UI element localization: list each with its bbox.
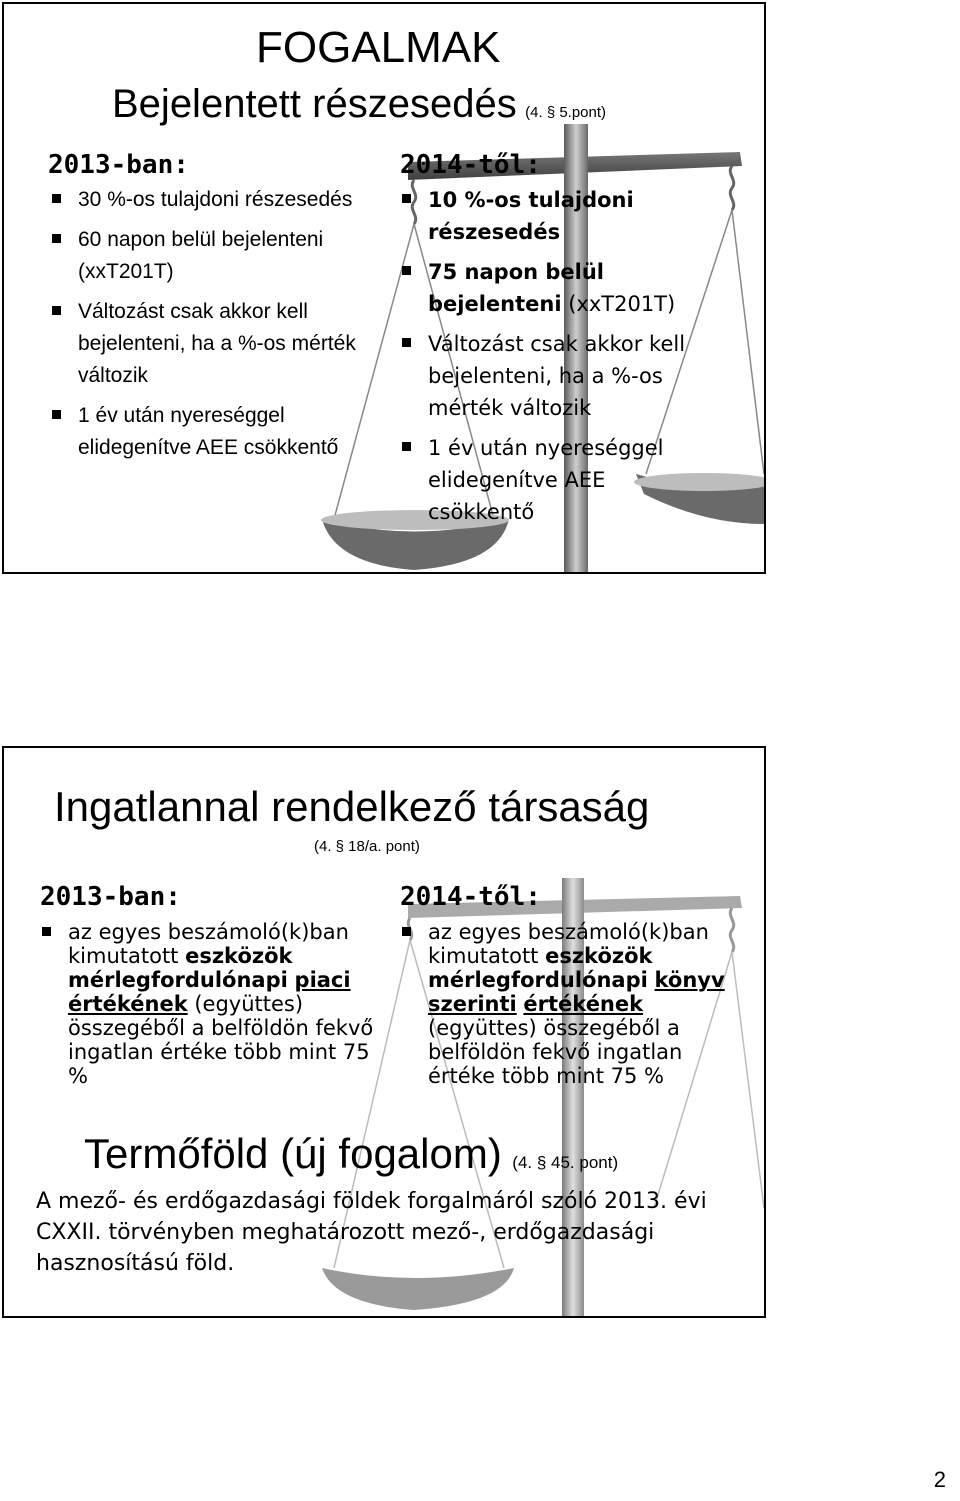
list-item: Változást csak akkor kell bejelenteni, ha a %-os mérték változik: [398, 328, 718, 424]
list-item: 75 napon belül bejelenteni (xxT201T): [398, 256, 718, 320]
square-bullet-icon: [402, 927, 411, 936]
list-item: 30 %-os tulajdoni részesedés: [48, 184, 368, 216]
list-2013: [48, 184, 368, 472]
column-heading-2013: 2013-ban:: [48, 150, 189, 180]
slide-ingatlannal-rendelkezo: [2, 746, 766, 1318]
square-bullet-icon: [52, 194, 61, 203]
list-item: az egyes beszámoló(k)ban kimutatott eszközök mérlegfordulónapi piaci értékének (együttes) összegéből a belföldön fekvő ingatlan értéke több mint 75 %: [38, 920, 378, 1088]
slide-heading: FOGALMAK: [256, 23, 501, 72]
list-item: 60 napon belül bejelenteni (xxT201T): [48, 224, 368, 288]
square-bullet-icon: [52, 234, 61, 243]
list-item: az egyes beszámoló(k)ban kimutatott eszközök mérlegfordulónapi könyv szerinti értékének (együttes) összegéből a belföldön fekvő ingatlan értéke több mint 75 %: [398, 920, 738, 1088]
legal-reference: (4. § 18/a. pont): [314, 838, 420, 855]
list-2013: [38, 920, 378, 1088]
list-2014: [398, 184, 718, 536]
page-number: 2: [933, 1467, 946, 1492]
termofold-title: Termőföld (új fogalom): [84, 1130, 502, 1177]
column-heading-2014: 2014-től:: [400, 150, 541, 180]
square-bullet-icon: [52, 306, 61, 315]
termofold-heading: [84, 1130, 618, 1178]
square-bullet-icon: [52, 410, 61, 419]
column-heading-2013: 2013-ban:: [40, 882, 181, 912]
list-2014: [398, 920, 738, 1088]
list-item: 1 év után nyereséggel elidegenítve AEE csökkentő: [48, 400, 368, 464]
square-bullet-icon: [402, 442, 411, 451]
list-item: 10 %-os tulajdoni részesedés: [398, 184, 718, 248]
legal-reference: (4. § 5.pont): [525, 104, 607, 121]
square-bullet-icon: [402, 194, 411, 203]
slide-heading: Ingatlannal rendelkező társaság: [54, 783, 650, 830]
termofold-reference: (4. § 45. pont): [512, 1153, 619, 1172]
list-item: 1 év után nyereséggel elidegenítve AEE csökkentő: [398, 432, 718, 528]
column-heading-2014: 2014-től:: [400, 882, 541, 912]
square-bullet-icon: [402, 266, 411, 275]
square-bullet-icon: [42, 927, 51, 936]
slide-bejelentett-reszesedes: [2, 2, 766, 574]
square-bullet-icon: [402, 338, 411, 347]
list-item: Változást csak akkor kell bejelenteni, ha a %-os mérték változik: [48, 296, 368, 392]
subtitle-text: Bejelentett részesedés: [112, 82, 517, 126]
slide-subtitle: [112, 82, 606, 127]
termofold-definition: A mező- és erdőgazdasági földek forgalmáról szóló 2013. évi CXXII. törvényben meghatározott mező-, erdőgazdasági hasznosítású föld.: [36, 1189, 707, 1276]
